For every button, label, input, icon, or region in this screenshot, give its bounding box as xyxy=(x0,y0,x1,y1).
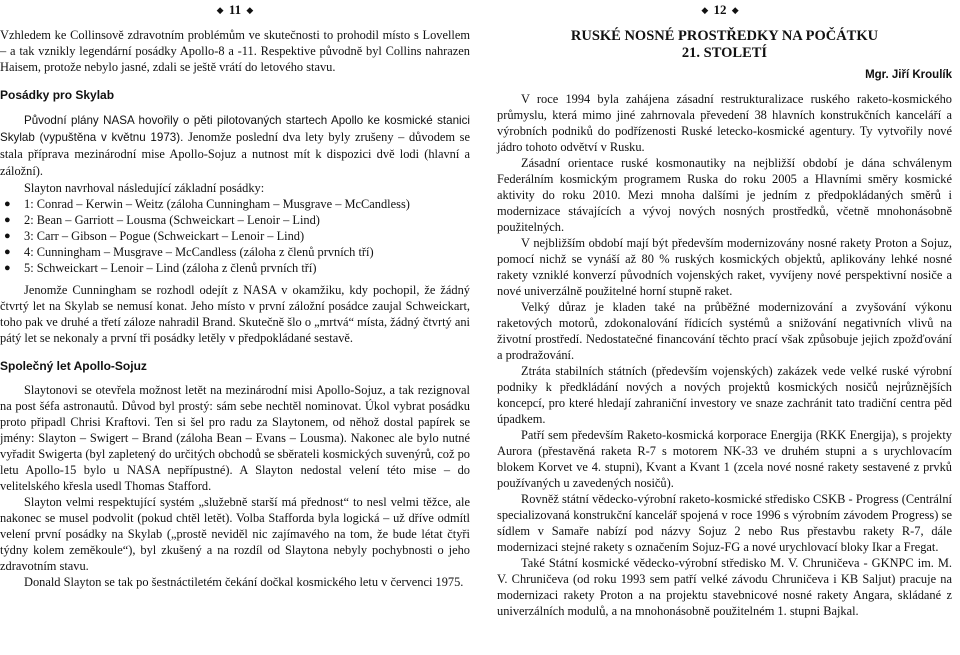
paragraph: Velký důraz je kladen také na průběžné modernizování a zvyšování výkonu raketových motorů, zdokonalování řídicích systémů a snižování negativních vlivů na životní prostředí. Nedostatečné financování těchto prací však způsobuje jejich zpožďování a prodražování. xyxy=(497,300,952,362)
paragraph: Původní plány NASA hovořily o pěti pilotovaných startech Apollo ke kosmické stanici Skylab (vypuštěna v květnu 1973). Jenomže poslední dva lety byly zrušeny – důvodem se stala příprava mezinárodní mise Apollo-Sojuz a nutnost mít k dispozici dvě lodi (hlavní a záložní). xyxy=(0,114,470,178)
right-content xyxy=(497,28,952,619)
diamond-icon: ◆ xyxy=(731,5,739,15)
list-item: ● 2: Bean – Garriott – Lousma (Schweickart – Lenoir – Lind) xyxy=(4,213,320,227)
bullet-icon: ● xyxy=(4,214,11,226)
paragraph: Rovněž státní vědecko-výrobní raketo-kosmické středisko CSKB - Progress (Centrální specializovaná konstrukční kancelář spojená v roce 1996 s výrobním závodem Progress) se sídlem v Samaře nabízí pod názvy Sojuz 2 nebo Rus přestavbu rakety R-7, dále modernizaci stejné rakety s označením Sojuz-FG a nové urychlovací bloky Ikar a Fregat. xyxy=(497,492,952,554)
paragraph: Jenomže Cunningham se rozhodl odejít z NASA v okamžiku, kdy pochopil, že žádný čtvrtý let na Skylab se nemusí konat. Jeho místo v první záložní posádce zaujal Schweickart, toho pak ve druhé a třetí záloze nahradil Brand. Skutečně šlo o „mrtvá“ místa, žádný čtvrtý ani pátý let se nekonaly a první tři posádky letěly v předpokládané sestavě. xyxy=(0,283,470,345)
paragraph: Patří sem především Raketo-kosmická korporace Energija (RKK Energija), s projekty Aurora (přestavěná raketa R-7 s motorem NK-33 ve druhém stupni a s urychlovacím blokem Korvet ve 4. stupni), Kvant a Kvant 1 (zcela nové nosné rakety sestavené z prvků používaných u zavedených nosičů). xyxy=(497,428,952,490)
paragraph: Donald Slayton se tak po šestnáctiletém čekání dočkal kosmického letu v červenci 1975. xyxy=(24,575,464,589)
article-title: RUSKÉ NOSNÉ PROSTŘEDKY NA POČÁTKU 21. STOLETÍ xyxy=(570,28,879,61)
bullet-icon: ● xyxy=(4,262,11,274)
section-heading-apollo-sojuz: Společný let Apollo-Sojuz xyxy=(0,359,147,373)
paragraph: Také Státní kosmické vědecko-výrobní středisko M. V. Chruničeva - GKNPC im. M. V. Chruničeva (od roku 1993 sem patří velké závodu Chruničeva i KB Saljut) pracuje na modernizaci rakety Proton a na projektu stavebnicové nosné rakety Angara, skládané z univerzálních modulů, a na mnohonásobně použitelném 1. stupni Bajkal. xyxy=(497,556,952,618)
paragraph: Ztráta stabilních státních (především vojenských) zakázek vede velké ruské výrobní podniky k předkládání nových a nových projektů kosmických nosičů nejrůznějších koncepcí, pro které hledají zahraniční investory ve snaze zachránit tato tradiční centra pěd úpadkem. xyxy=(497,364,952,426)
diamond-icon: ◆ xyxy=(701,5,709,15)
bullet-icon: ● xyxy=(4,246,11,258)
paragraph: V nejbližším období mají být především modernizovány nosné rakety Proton a Sojuz, pomocí nichž se vynáší až 80 % ruských kosmických objektů, aplikovány lehké nosné rakety vzniklé konverzí původních vojenských raket, vyvíjeny nové perspektivní nosiče a nové univerzálně použitelné horní stupně raket. xyxy=(497,236,952,298)
section-heading-skylab: Posádky pro Skylab xyxy=(0,88,115,102)
right-page xyxy=(480,0,960,655)
list-item: ● 3: Carr – Gibson – Pogue (Schweickart – Lenoir – Lind) xyxy=(4,229,305,243)
paragraph: V roce 1994 byla zahájena zásadní restrukturalizace ruského raketo-kosmického průmyslu, která mimo jiné zahrnovala převedení 38 hlavních konstrukčních kanceláří a výrobních podniků do podřízenosti Ruské letecko-kosmické agentury. Ty vytvořily nové jádro tohoto odvětví v Rusku. xyxy=(497,92,952,154)
list-item: ● 5: Schweickart – Lenoir – Lind (záloha z členů prvních tří) xyxy=(4,261,317,275)
author: Mgr. Jiří Kroulík xyxy=(865,69,952,81)
paragraph: Zásadní orientace ruské kosmonautiky na nejbližší období je dána schválenym Federálním kosmickým programem Ruska do roku 2005 a Hlavními směry kosmické aktivity do roku 2010. Mezi mnoha dalšími je jedním z předpokládaných směrů i modernizace stávajících a vývoj nových nosných prostředků, včetně mnohonásobně použitelných. xyxy=(497,156,952,234)
crew-list xyxy=(0,196,470,276)
diamond-icon: ◆ xyxy=(246,5,254,15)
paragraph: Slaytonovi se otevřela možnost letět na mezinárodní misi Apollo-Sojuz, a tak rezignoval na post šéfa astronautů. Důvod byl prostý: sám sebe nechtěl nominovat. Úkol vybrat posádku proto připadl Chrisi Kraftovi. Ten si šel pro radu za Slaytonem, od něhož dostal papírek se jmény: Slayton – Swigert – Brand (záloha Bean – Evans – Lousma). Nakonec ale bylo nutné vyřadit Swigerta (byl zapletený do určitých obchodů se sběrateli kosmických suvenýrů, což po letu Apollo-15 bylo u NASA nepřípustné). A Slayton nedostal velení této mise – do velitelského křesla usedl Thomas Stafford. xyxy=(0,383,470,493)
diamond-icon: ◆ xyxy=(216,5,224,15)
list-item: ● 4: Cunningham – Musgrave – McCandless (záloha z členů prvních tří) xyxy=(4,245,374,259)
left-content xyxy=(0,27,470,590)
paragraph: Slayton navrhoval následující základní posádky: xyxy=(24,181,265,195)
paragraph: Slayton velmi respektující systém „služebně starší má přednost“ to nesl velmi těžce, ale nakonec se musel podvolit (pokud chtěl letět). Volba Stafforda byla logická – už dříve odmítl velení první posádky na Skylab („prostě neviděl nic zajímavého na tom, že bude létat čtyři týdny kolem zeměkoule“), byl zkušený a na rozdíl od Slaytona nebyly pochybnosti o jeho zdravotním stavu. xyxy=(0,495,470,573)
bullet-icon: ● xyxy=(4,198,11,210)
page-number: ◆ 11 ◆ xyxy=(216,2,254,17)
intro-paragraph: Vzhledem ke Collinsově zdravotním problémům ve skutečnosti to prohodil místo s Lovellem – a tak vznikly legendární posádky Apollo-8 a -11. Respektive původně byl Collins nahrazen Haisem, protože nebylo jasné, zdali se ještě vrátí do letového stavu. xyxy=(0,28,470,74)
list-item: ● 1: Conrad – Kerwin – Weitz (záloha Cunningham – Musgrave – McCandless) xyxy=(4,197,410,211)
bullet-icon: ● xyxy=(4,230,11,242)
page-number: ◆ 12 ◆ xyxy=(701,2,739,17)
